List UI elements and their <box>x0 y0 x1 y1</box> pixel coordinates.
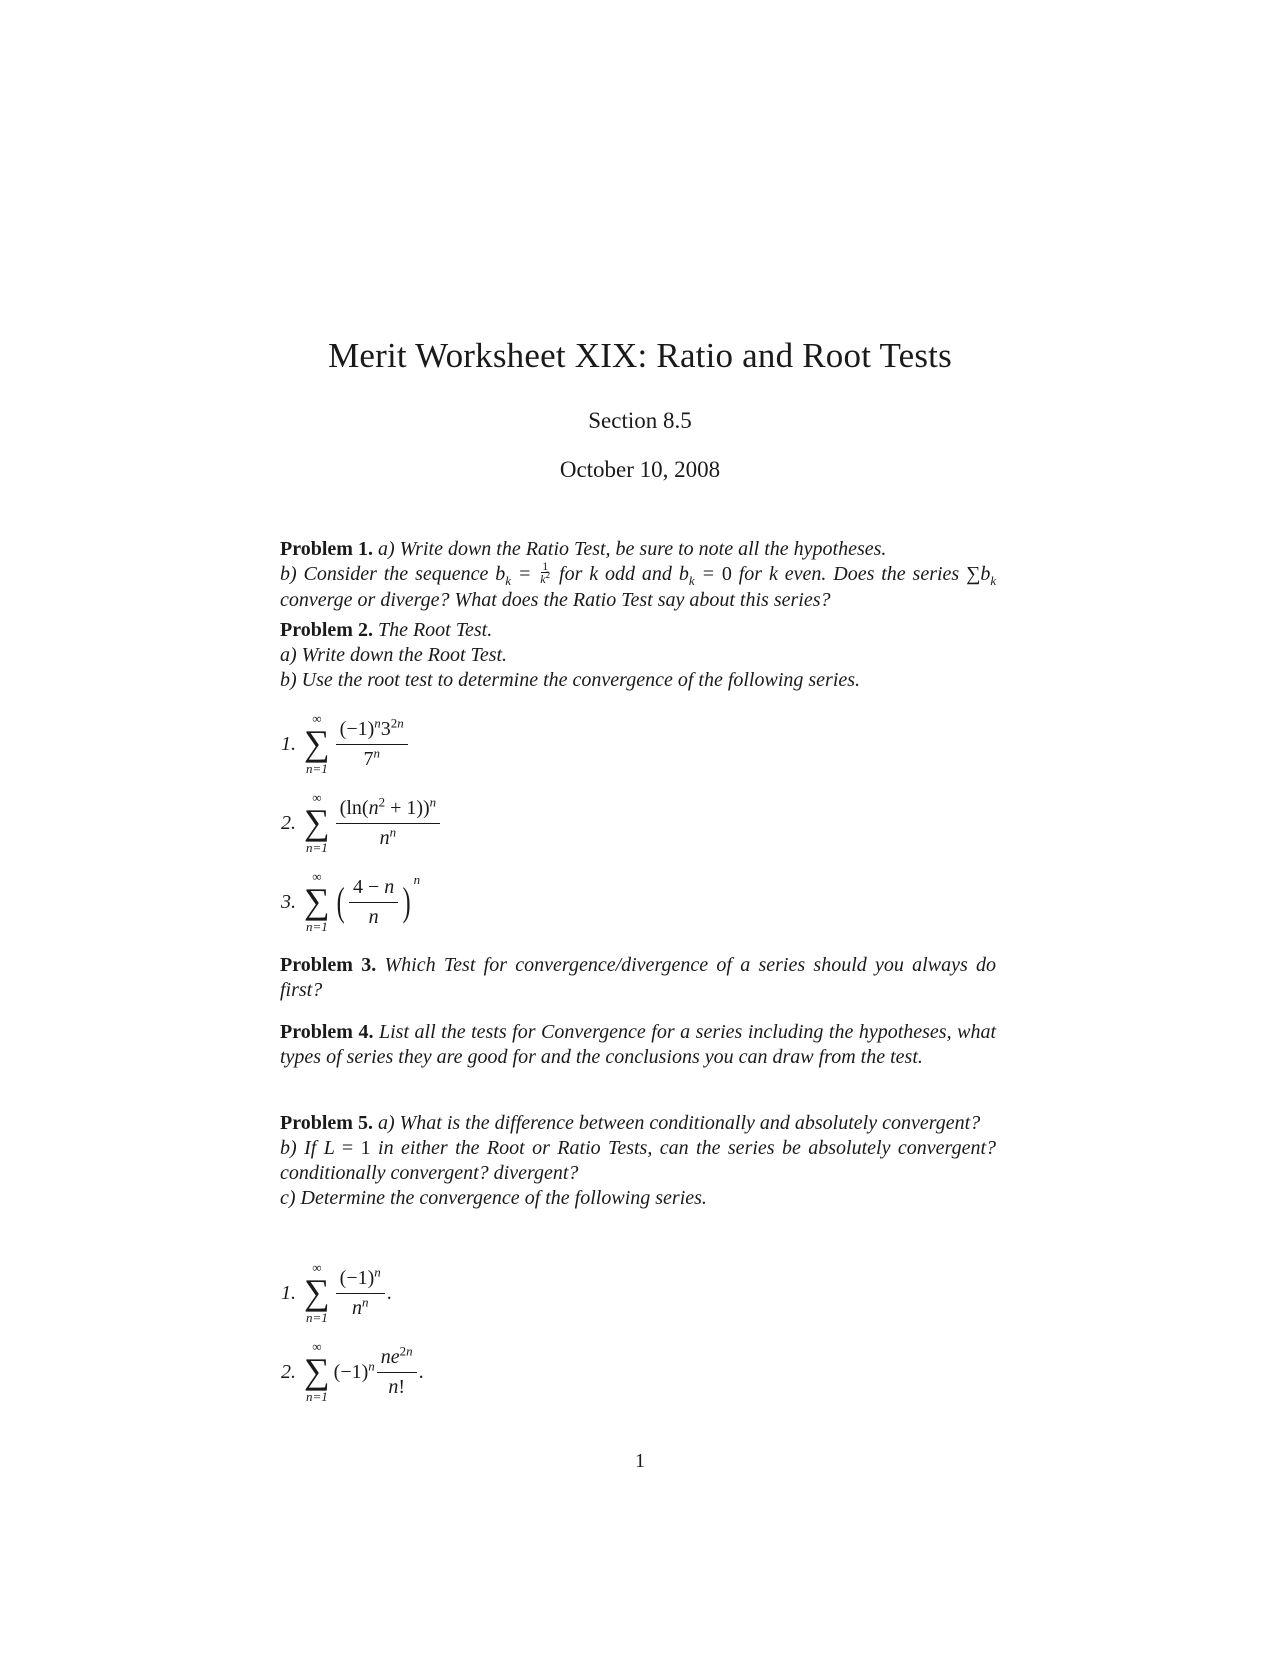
page-number: 1 <box>635 1450 645 1472</box>
sum-symbol: ∞ ∑ n=1 <box>304 711 330 776</box>
math-bk: $b_k$ = <box>495 563 532 588</box>
problem-2-part-a: a) Write down the Root Test. <box>280 644 508 666</box>
problem-2-part-b: b) Use the root test to determine the convergence of the following series. <box>280 669 861 691</box>
p5-series-2 <box>258 1340 424 1404</box>
sum-symbol: ∞ ∑ n=1 <box>304 1260 330 1325</box>
problem-1 <box>280 537 996 613</box>
right-paren: ) <box>402 879 411 924</box>
problem-1-part-b-end: converge or diverge? What does the Ratio Test say about this series? <box>280 588 831 611</box>
fraction: $\frac{ne^{2n}}{n!}$ <box>377 1346 417 1399</box>
sum-symbol: ∞ ∑ n=1 <box>304 790 330 855</box>
problem-4-label: Problem 4. <box>280 1021 374 1043</box>
problem-3-text: Which Test for convergence/divergence of a series should you always do first? <box>280 954 997 1001</box>
problem-3-label: Problem 3. <box>280 954 377 976</box>
fraction: $\frac{(\ln(n^2 + 1))^n}{n^n}$ <box>336 797 441 850</box>
problem-1-label: Problem 1. <box>280 538 373 560</box>
item-number: 2. <box>281 1360 296 1383</box>
sum-symbol: ∞ ∑ n=1 <box>304 869 330 934</box>
item-number: 2. <box>281 811 296 834</box>
problem-4 <box>280 1020 996 1070</box>
problem-4-text: List all the tests for Convergence for a series including the hypotheses, what types of series they are good for and the conclusions you can draw from the test. <box>280 1021 997 1068</box>
problem-5-label: Problem 5. <box>280 1112 373 1134</box>
math-sum-bk: $\sum b_k$ <box>966 563 997 588</box>
p2-series-3 <box>258 870 420 934</box>
math-l-equals-1: L = 1 <box>323 1137 371 1159</box>
problem-1-text-for: for <box>559 563 583 585</box>
item-number: 3. <box>281 890 296 913</box>
problem-5-part-c: c) Determine the convergence of the following series. <box>280 1187 707 1209</box>
section-label: Section 8.5 <box>588 408 692 433</box>
fraction: $\frac{(-1)^n}{n^n}$ <box>336 1267 385 1320</box>
problem-2-label: Problem 2. <box>280 619 373 641</box>
problem-5-part-a: a) What is the difference between conditionally and absolutely convergent? <box>377 1112 981 1134</box>
alternating-factor: $(-1)^n$ <box>333 1357 375 1383</box>
sum-symbol: ∞ ∑ n=1 <box>304 1339 330 1404</box>
problem-1-text-for-2: for <box>738 563 763 585</box>
problem-2 <box>280 618 996 693</box>
math-bk-zero: $b_k = 0$ <box>678 563 732 588</box>
period: . <box>386 1281 392 1304</box>
p2-series-1 <box>258 712 410 776</box>
exponent-n: n <box>413 872 421 887</box>
item-number: 1. <box>281 1281 296 1304</box>
p2-series-2 <box>258 791 442 855</box>
problem-1-text-even: even. Does the series <box>784 563 960 585</box>
problem-2-intro: The Root Test. <box>377 619 493 641</box>
problem-1-part-b-pre: b) Consider the sequence <box>280 563 489 585</box>
date-label: October 10, 2008 <box>559 457 721 482</box>
fraction: $\frac{(-1)^n3^{2n}}{7^n}$ <box>336 718 408 771</box>
item-number: 1. <box>281 732 296 755</box>
p5-series-1 <box>258 1261 392 1325</box>
problem-1-text-odd: odd and <box>605 563 672 585</box>
problem-5-part-b-post: in either the Root or Ratio Tests, can the series be absolutely convergent? conditionally convergent? divergent? <box>280 1137 997 1184</box>
problem-3 <box>280 953 996 1003</box>
period: . <box>418 1360 424 1383</box>
page-title: Merit Worksheet XIX: Ratio and Root Tests <box>328 336 952 375</box>
problem-5-part-b-pre: b) If <box>280 1137 317 1159</box>
math-k-2: k <box>768 563 778 585</box>
fraction: $\frac{4 - n}{n}$ <box>349 876 398 929</box>
problem-5 <box>280 1111 996 1211</box>
math-k: k <box>589 563 599 585</box>
left-paren: ( <box>336 879 345 924</box>
problem-1-part-a: a) Write down the Ratio Test, be sure to note all the hypotheses. <box>377 538 887 560</box>
math-one-over-k-squared: $\frac{1}{k^2}$ <box>540 558 551 586</box>
